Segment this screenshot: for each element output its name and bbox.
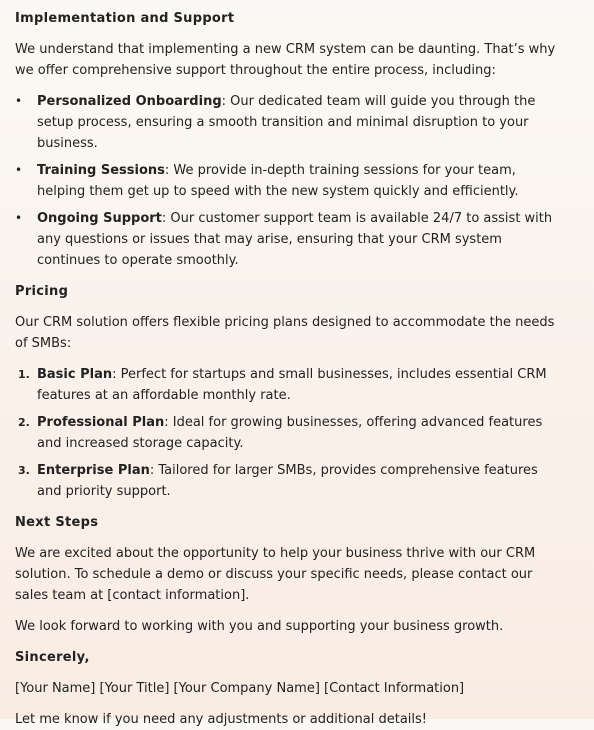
item-text: : Ideal for growing businesses, offering advanced features and increased storage capacity.: [37, 415, 543, 451]
sign-off: Sincerely,: [15, 650, 90, 665]
item-text: : Our customer support team is available 24/7 to assist with any questions or issues that may arise, ensuring that your CRM system continues to operate smoothly.: [37, 211, 553, 268]
item-text: : We provide in-depth training sessions for your team, helping them get up to speed with the new system quickly and efficiently.: [37, 163, 519, 199]
item-term: Professional Plan: [37, 415, 165, 430]
list-item: [15, 160, 560, 202]
pricing-list: [15, 364, 560, 502]
list-item: [15, 412, 560, 454]
list-item: [15, 460, 560, 502]
closing-paragraph: We look forward to working with you and supporting your business growth.: [15, 619, 504, 634]
bullet-icon: •: [15, 163, 23, 177]
footer-note: Let me know if you need any adjustments or additional details!: [15, 712, 428, 727]
item-text: : Tailored for larger SMBs, provides comprehensive features and priority support.: [37, 463, 538, 499]
pricing-heading: Pricing: [15, 284, 69, 299]
next-steps-paragraph: We are excited about the opportunity to help your business thrive with our CRM solution. To schedule a demo or discuss your specific needs, please contact our sales team at [contact information].: [15, 546, 536, 603]
item-term: Training Sessions: [37, 163, 165, 178]
bullet-icon: •: [15, 211, 23, 225]
item-text: : Our dedicated team will guide you through the setup process, ensuring a smooth transition and minimal disruption to your business.: [37, 94, 536, 151]
bullet-icon: •: [15, 94, 23, 108]
implementation-heading: Implementation and Support: [15, 11, 235, 26]
list-item: [15, 208, 560, 271]
item-number: 2.: [18, 416, 30, 429]
signature-line: [Your Name] [Your Title] [Your Company Name] [Contact Information]: [15, 681, 465, 696]
support-list: [15, 91, 560, 271]
pricing-intro: Our CRM solution offers flexible pricing plans designed to accommodate the needs of SMBs:: [15, 315, 555, 351]
list-item: [15, 364, 560, 406]
list-item: [15, 91, 560, 154]
item-term: Ongoing Support: [37, 211, 162, 226]
item-term: Personalized Onboarding: [37, 94, 222, 109]
item-number: 3.: [18, 464, 30, 477]
implementation-intro: We understand that implementing a new CRM system can be daunting. That’s why we offer comprehensive support throughout the entire process, including:: [15, 42, 556, 78]
next-steps-heading: Next Steps: [15, 515, 99, 530]
item-term: Enterprise Plan: [37, 463, 150, 478]
item-text: : Perfect for startups and small businesses, includes essential CRM features at an affordable monthly rate.: [37, 367, 547, 403]
item-number: 1.: [18, 368, 30, 381]
item-term: Basic Plan: [37, 367, 113, 382]
